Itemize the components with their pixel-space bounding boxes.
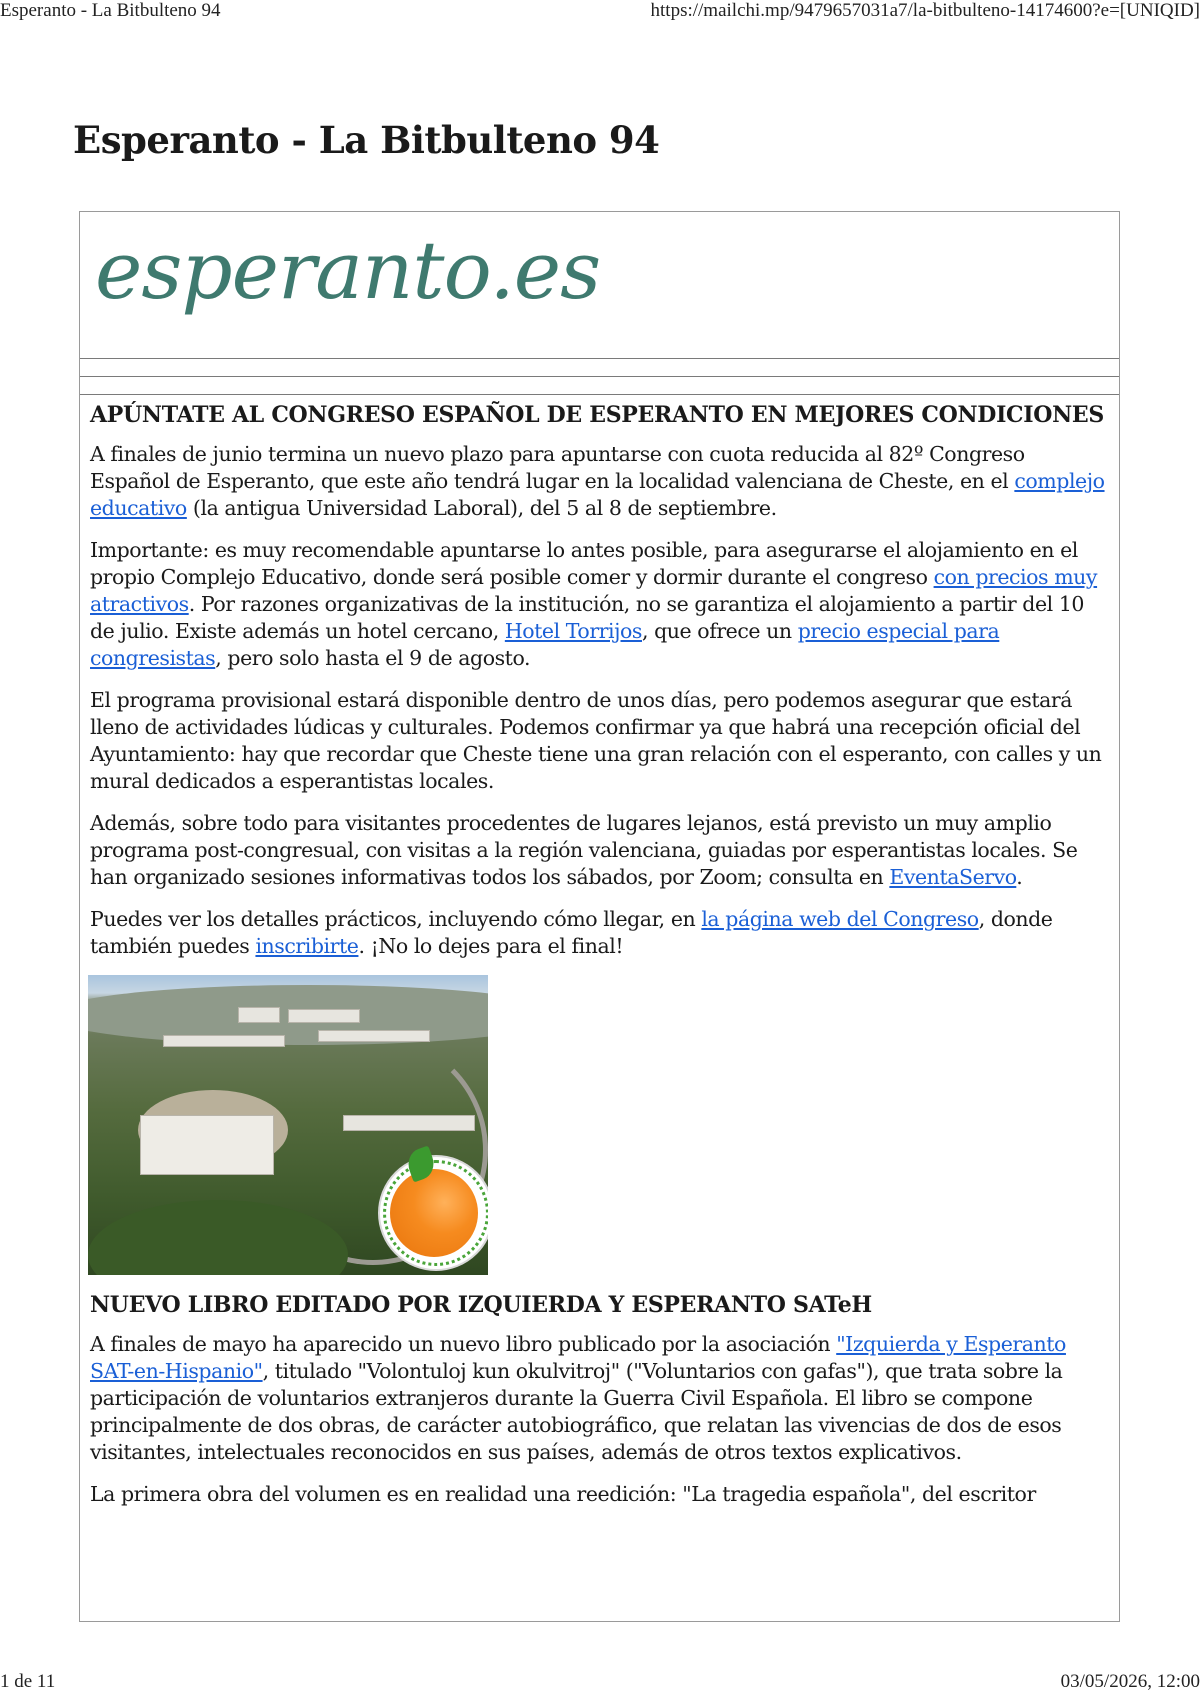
link-eventaservo[interactable]: EventaServo — [889, 865, 1017, 889]
paragraph — [90, 906, 1109, 960]
section-title-book: NUEVO LIBRO EDITADO POR IZQUIERDA Y ESPERANTO SATeH — [90, 1292, 872, 1318]
paragraph-text: , titulado "Volontuloj kun okulvitroj" ("Voluntarios con gafas"), que trata sobre la participación de voluntarios extranjeros durante la Guerra Civil Española. El libro se compone principalmente de dos obras, de carácter autobiográfico, que relatan las vivencias de dos de esos visitantes, intelectuales reconocidos en sus países, además de otros textos explicativos. — [90, 1359, 1063, 1464]
paragraph-text: Puedes ver los detalles prácticos, incluyendo cómo llegar, en — [90, 907, 702, 931]
print-timestamp: 03/05/2026, 12:00 — [1060, 1671, 1200, 1692]
orange-icon — [390, 1169, 478, 1257]
paragraph-text: , donde también puedes — [90, 907, 1053, 958]
esperanto-logo[interactable]: esperanto.es — [95, 224, 601, 317]
logo-header — [80, 212, 1119, 359]
print-header-url: https://mailchi.mp/9479657031a7/la-bitbulteno-14174600?e=[UNIQID] — [650, 0, 1200, 21]
divider-row — [80, 359, 1119, 377]
print-header-title: Esperanto - La Bitbulteno 94 — [0, 0, 221, 21]
section-title-congress: APÚNTATE AL CONGRESO ESPAÑOL DE ESPERANTO EN MEJORES CONDICIONES — [90, 402, 1104, 428]
building — [163, 1035, 285, 1047]
main-building — [140, 1115, 274, 1175]
newsletter-frame — [79, 211, 1120, 1622]
paragraph-text: Importante: es muy recomendable apuntarse lo antes posible, para asegurarse el alojamiento en el propio Complejo Educativo, donde será posible comer y dormir durante el congreso — [90, 538, 1078, 589]
building — [238, 1007, 280, 1023]
paragraph-text: , que ofrece un — [642, 619, 798, 643]
building — [288, 1009, 360, 1023]
paragraph-text: , pero solo hasta el 9 de agosto. — [215, 646, 531, 670]
paragraph — [90, 537, 1109, 672]
paragraph-text: Además, sobre todo para visitantes procedentes de lugares lejanos, está previsto un muy amplio programa post-congresual, con visitas a la región valenciana, guiadas por esperantistas locales. Se han organizado sesiones informativas todos los sábados, por Zoom; consulta en — [90, 811, 1078, 889]
paragraph-text: A finales de junio termina un nuevo plazo para apuntarse con cuota reducida al 82º Congreso Español de Esperanto, que este año tendrá lugar en la localidad valenciana de Cheste, en el — [90, 442, 1025, 493]
paragraph — [90, 1331, 1109, 1466]
link-izquierda-esperanto[interactable]: "Izquierda y Esperanto SAT-en-Hispanio" — [90, 1332, 1066, 1383]
link-pagina-congreso[interactable]: la página web del Congreso — [701, 907, 979, 931]
divider-row — [80, 377, 1119, 395]
paragraph-text: A finales de mayo ha aparecido un nuevo libro publicado por la asociación — [90, 1332, 837, 1356]
paragraph — [90, 441, 1109, 522]
print-footer — [0, 1671, 1200, 1695]
print-header — [0, 0, 1200, 26]
paragraph: La primera obra del volumen es en realidad una reedición: "La tragedia española", del escritor — [90, 1482, 1036, 1506]
link-hotel-torrijos[interactable]: Hotel Torrijos — [504, 619, 642, 643]
newsletter-content — [80, 395, 1119, 1508]
paragraph: El programa provisional estará disponible dentro de unos días, pero podemos asegurar que estará lleno de actividades lúdicas y culturales. Podemos confirmar ya que habrá una recepción oficial del Ayuntamiento: hay que recordar que Cheste tiene una gran relación con el esperanto, con calles y un mural dedicados a esperantistas locales. — [90, 688, 1102, 793]
page-counter: 1 de 11 — [0, 1671, 56, 1692]
link-inscribirte[interactable]: inscribirte — [255, 934, 359, 958]
building — [343, 1115, 475, 1131]
paragraph-text: (la antigua Universidad Laboral), del 5 al 8 de septiembre. — [186, 496, 777, 520]
link-precio-especial[interactable]: precio especial para congresistas — [90, 619, 1000, 670]
paragraph — [90, 810, 1109, 891]
congress-orange-logo — [378, 1155, 488, 1271]
paragraph-text: . — [1016, 865, 1023, 889]
congress-venue-photo — [88, 975, 488, 1275]
paragraph-text: . Por razones organizativas de la institución, no se garantiza el alojamiento a partir del 10 de julio. Existe además un hotel cercano, — [90, 592, 1085, 643]
paragraph-text: . ¡No lo dejes para el final! — [358, 934, 624, 958]
link-complejo-educativo[interactable]: complejo educativo — [90, 469, 1105, 520]
link-precios[interactable]: con precios muy atractivos — [90, 565, 1098, 616]
page-title: Esperanto - La Bitbulteno 94 — [73, 118, 660, 162]
